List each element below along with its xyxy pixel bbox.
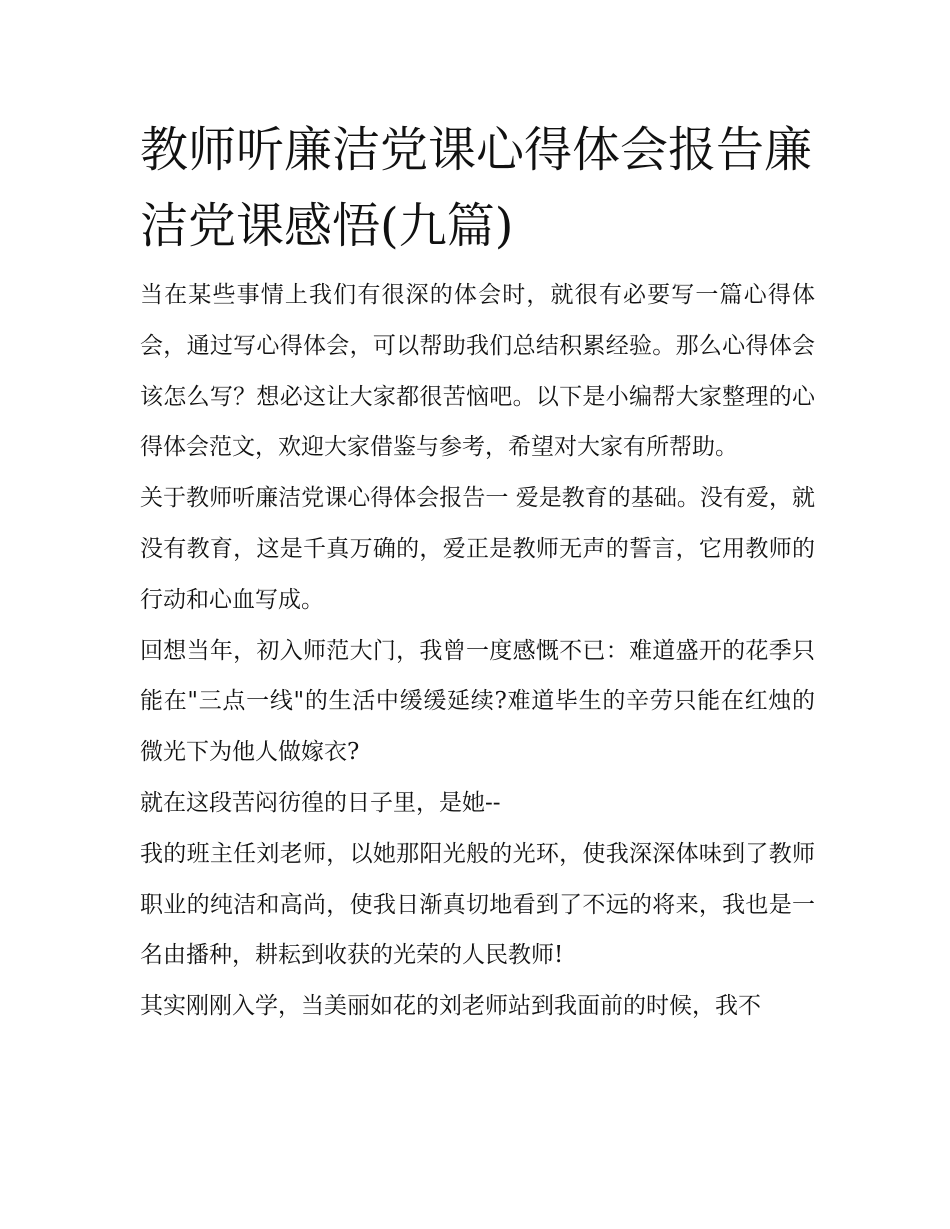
paragraph-recollection: 回想当年，初入师范大门，我曾一度感慨不已：难道盛开的花季只能在"三点一线"的生活中缓缓延续?难道毕生的辛劳只能在红烛的微光下为他人做嫁衣?	[140, 637, 815, 766]
document-title: 教师听廉洁党课心得体会报告廉洁党课感悟(九篇)	[140, 122, 813, 254]
document-page	[140, 112, 815, 1032]
paragraph-intro: 当在某些事情上我们有很深的体会时，就很有必要写一篇心得体会，通过写心得体会，可以帮助我们总结积累经验。那么心得体会该怎么写？想必这让大家都很苦恼吧。以下是小编帮大家整理的心得体会范文，欢迎大家借鉴与参考，希望对大家有所帮助。	[140, 282, 815, 461]
paragraph-report-one: 关于教师听廉洁党课心得体会报告一 爱是教育的基础。没有爱，就没有教育，这是千真万确的，爱正是教师无声的誓言，它用教师的行动和心血写成。	[140, 485, 815, 613]
paragraph-turning-point: 就在这段苦闷彷徨的日子里，是她--	[140, 789, 501, 816]
paragraph-first-meeting: 其实刚刚入学，当美丽如花的刘老师站到我面前的时候，我不	[140, 993, 761, 1020]
paragraph-teacher-liu: 我的班主任刘老师，以她那阳光般的光环，使我深深体味到了教师职业的纯洁和高尚，使我日渐真切地看到了不远的将来，我也是一名由播种，耕耘到收获的光荣的人民教师!	[140, 840, 815, 969]
